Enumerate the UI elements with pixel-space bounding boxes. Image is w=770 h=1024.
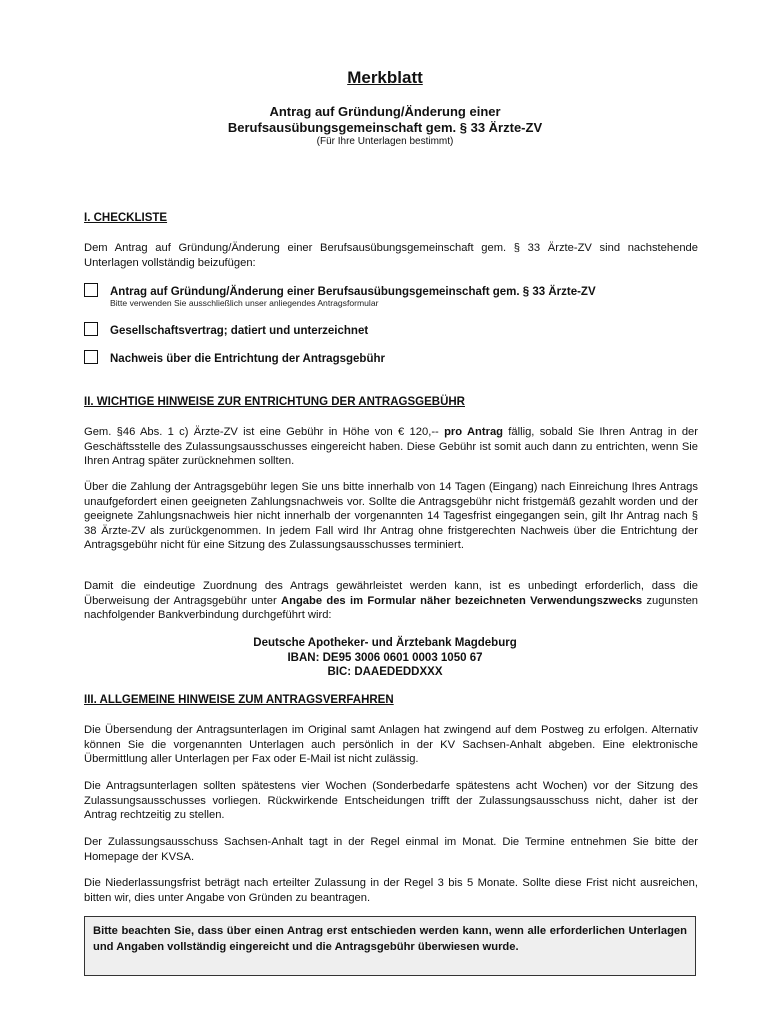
checkbox-icon[interactable] [84, 350, 98, 364]
document-subtitle [0, 104, 770, 136]
section-3-heading: III. ALLGEMEINE HINWEISE ZUM ANTRAGSVERFAHREN [84, 694, 394, 706]
document-note: (Für Ihre Unterlagen bestimmt) [316, 136, 454, 147]
checklist-item [84, 350, 698, 365]
subtitle-line-1: Antrag auf Gründung/Änderung einer [269, 104, 501, 119]
section-1-intro: Dem Antrag auf Gründung/Änderung einer Berufsausübungsgemeinschaft gem. § 33 Ärzte-ZV sind nachstehende Unterlagen vollständig beizufügen: [84, 242, 698, 269]
checkbox-icon[interactable] [84, 283, 98, 297]
section-3-paragraph-4: Die Niederlassungsfrist beträgt nach erteilter Zulassung in der Regel 3 bis 5 Monate. Sollte diese Frist nicht ausreichen, bitten wir, dies unter Angabe von Gründen zu beantragen. [84, 877, 698, 904]
checklist-item-note: Bitte verwenden Sie ausschließlich unser anliegendes Antragsformular [110, 298, 379, 308]
checkbox-icon[interactable] [84, 322, 98, 336]
checklist-item-label: Nachweis über die Entrichtung der Antragsgebühr [110, 353, 385, 365]
section-1-heading: I. CHECKLISTE [84, 212, 168, 224]
subtitle-line-2: Berufsausübungsgemeinschaft gem. § 33 Ärzte-ZV [227, 120, 543, 135]
section-2-heading: II. WICHTIGE HINWEISE ZUR ENTRICHTUNG DER ANTRAGSGEBÜHR [84, 396, 465, 408]
emphasis-text: Angabe des im Formular näher bezeichneten Verwendungszwecks [281, 594, 643, 607]
section-2-paragraph-1 [84, 425, 698, 469]
section-3-paragraph-3: Der Zulassungsausschuss Sachsen-Anhalt tagt in der Regel einmal im Monat. Die Termine entnehmen Sie bitte der Homepage der KVSA. [84, 836, 698, 863]
bank-details [0, 636, 770, 680]
bank-name: Deutsche Apotheker- und Ärztebank Magdeburg [253, 637, 517, 649]
text-run: zugunsten nachfolgender Bankverbindung durchgeführt wird: [84, 594, 699, 621]
section-2-paragraph-3 [84, 579, 698, 623]
notice-box: Bitte beachten Sie, dass über einen Antrag erst entschieden werden kann, wenn alle erforderlichen Unterlagen und Angaben vollständig eingereicht und die Antragsgebühr überwiesen wurde. [84, 916, 696, 976]
checklist-item [84, 283, 698, 298]
page-title: Merkblatt [347, 68, 423, 87]
emphasis-text: pro Antrag [444, 426, 504, 438]
checklist-item-label: Antrag auf Gründung/Änderung einer Berufsausübungsgemeinschaft gem. § 33 Ärzte-ZV [110, 286, 596, 298]
text-run: fällig, sobald Sie Ihren Antrag in der Geschäftsstelle des Zulassungsausschusses eingereicht haben. Diese Gebühr ist somit auch dann zu entrichten, wenn Sie Ihren Antrag später zurücknehmen sollten. [84, 426, 698, 467]
text-run: Damit die eindeutige Zuordnung des Antrags gewährleistet werden kann, ist es unbedingt erforderlich, dass die Überweisung der Antragsgebühr unter [84, 580, 698, 607]
checklist-item-label: Gesellschaftsvertrag; datiert und unterzeichnet [110, 325, 369, 337]
bank-iban: IBAN: DE95 3006 0601 0003 1050 67 [287, 651, 483, 664]
section-3-paragraph-1: Die Übersendung der Antragsunterlagen im Original samt Anlagen hat zwingend auf dem Postweg zu erfolgen. Alternativ können Sie die vorgenannten Unterlagen auch persönlich in der KV Sachsen-Anhalt abgeben. Eine elektronische Übermittlung aller Unterlagen per Fax oder E-Mail ist nicht zulässig. [84, 724, 698, 765]
text-run: Gem. §46 Abs. 1 c) Ärzte-ZV ist eine Gebühr in Höhe von € 120,-- [84, 426, 445, 438]
bank-bic: BIC: DAAEDEDDXXX [327, 666, 443, 678]
checklist-item [84, 322, 698, 337]
section-2-paragraph-2: Über die Zahlung der Antragsgebühr legen Sie uns bitte innerhalb von 14 Tagen (Eingang) nach Einreichung Ihres Antrags unaufgefordert einen geeigneten Zahlungsnachweis vor. Sollte die Antragsgebühr nicht fristgemäß gezahlt worden und der geeignete Zahlungsnachweis hier nicht innerhalb der vorgenannten 14 Tagesfrist eingegangen sein, gilt Ihr Antrag nach § 38 Ärzte-ZV als zurückgenommen. In jedem Fall wird Ihr Antrag ohne fristgerechten Nachweis über die Entrichtung der Antragsgebühr nicht für eine Sitzung des Zulassungsausschusses terminiert. [84, 481, 698, 551]
section-3-paragraph-2: Die Antragsunterlagen sollten spätestens vier Wochen (Sonderbedarfe spätestens acht Wochen) vor der Sitzung des Zulassungsausschusses vorliegen. Rückwirkende Entscheidungen trifft der Zulassungsausschuss nicht, daher ist der Antrag rechtzeitig zu stellen. [84, 780, 698, 821]
